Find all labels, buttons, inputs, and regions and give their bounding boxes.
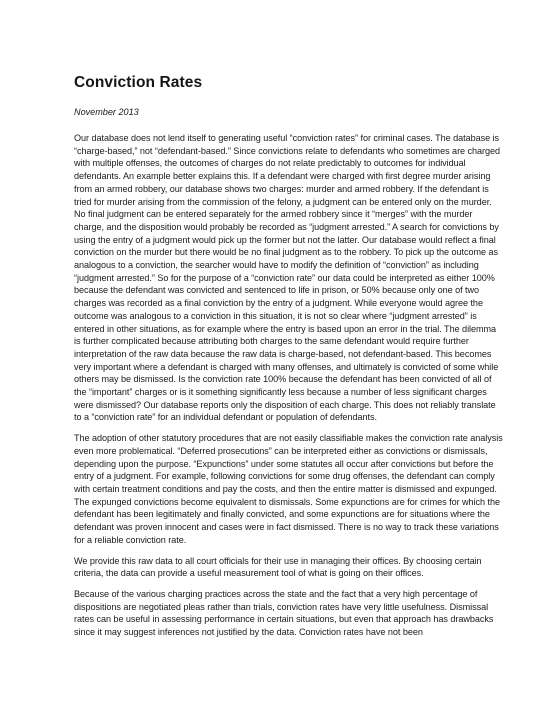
document-body <box>74 74 504 639</box>
document-date: November 2013 <box>74 107 139 117</box>
paragraph-3: We provide this raw data to all court officials for their use in managing their offices. By choosing certain criteria, the data can provide a useful measurement tool of what is going on their offices. <box>74 555 482 579</box>
paragraph-1: Our database does not lend itself to generating useful “conviction rates” for criminal cases. The database is “charge-based,” not “defendant-based.” Since convictions relate to defendants who sometimes are charged with multiple offenses, the outcomes of charges do not relate predictably to outcomes for individual defendants. An example better explains this. If a defendant were charged with first degree murder arising from an armed robbery, our database shows two charges: murder and armed robbery. If the defendant is tried for murder arising from the commission of the felony, a judgment can be entered only on the murder. No final judgment can be entered separately for the armed robbery since it “merges” with the murder charge, and the disposition would probably be recorded as “judgment arrested.” A search for convictions by using the entry of a judgment would pick up the former but not the latter. Our database would reflect a final conviction on the murder but there would be no final judgment as to the robbery. To pick up the outcome as analogous to a conviction, the searcher would have to modify the definition of “conviction” as including “judgment arrested.” So for the purpose of a “conviction rate” our data could be interpreted as either 100% because the defendant was convicted and sentenced to life in prison, or 50% because only one of two charges was recorded as a final conviction by the entry of a judgment. While everyone would agree the outcome was analogous to a conviction in this situation, it is not so clear where “judgment arrested” is entered in other situations, as for example where the entry is based upon an error in the trial. The dilemma is further complicated because attributing both charges to the same defendant would require further interpretation of the raw data because the raw data is charge-based, not defendant-based. This becomes very important where a defendant is charged with many offenses, and ultimately is convicted of some while others may be dismissed. Is the conviction rate 100% because the defendant has been convicted of all of the “important” charges or is it something significantly less because a number of less significant charges were dismissed? Our database reports only the disposition of each charge. This does not reliably translate to a “conviction rate” for an individual defendant or population of defendants. <box>74 133 501 423</box>
paragraph-4: Because of the various charging practices across the state and the fact that a very high percentage of dispositions are negotiated pleas rather than trials, conviction rates have very little usefulness. Dismissal rates can be useful in assessing performance in certain situations, but even that approach has drawbacks since it may suggest inferences not justified by the data. Conviction rates have not been <box>74 588 494 638</box>
paragraph-2: The adoption of other statutory procedures that are not easily classifiable makes the conviction rate analysis even more problematical. “Deferred prosecutions” can be interpreted either as convictions or dismissals, depending upon the purpose. “Expunctions” under some statutes all occur after convictions but before the entry of a judgment. For example, following convictions for some drug offenses, the defendant can comply with certain treatment conditions and pay the costs, and then the entire matter is dismissed and expunged. The expunged convictions become equivalent to dismissals. Some expunctions are for crimes for which the defendant has been legitimately and finally convicted, and some expunctions are for situations where the defendant was proven innocent and cases were in fact dismissed. There is no way to track these variations for a reliable conviction rate. <box>74 433 503 545</box>
document-title: Conviction Rates <box>74 74 203 91</box>
